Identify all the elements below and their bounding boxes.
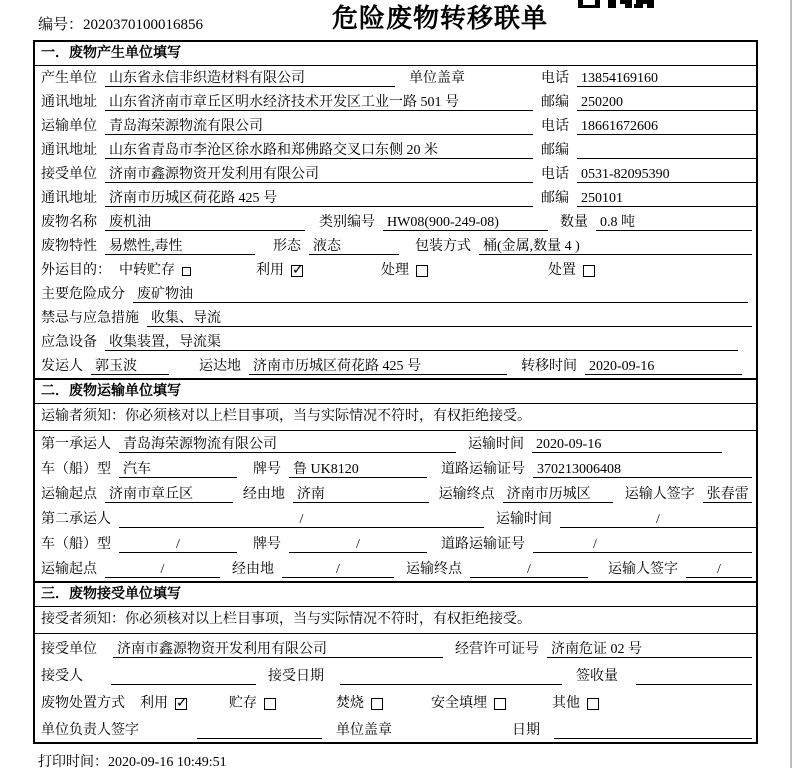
second-carrier-value: /: [119, 511, 484, 528]
transport-date-1-value: 2020-09-16: [532, 436, 722, 453]
transport-notice: 运输者须知：你必须核对以上栏目事项，当与实际情况不符时，有权拒绝接受。: [35, 404, 756, 431]
plate-number-2-value: /: [289, 536, 427, 553]
field-label: 处置: [548, 263, 576, 278]
receiver-address-value: 济南市历城区荷花路 425 号: [105, 190, 533, 207]
section-receiver: [35, 581, 756, 742]
row-emergency-measures: [35, 306, 756, 330]
row-receiver-person: [35, 661, 756, 688]
field-label: 经营许可证号: [455, 642, 539, 657]
route-end-1-value: 济南市历城区: [503, 486, 613, 503]
emergency-equipment-value: 收集装置，导流渠: [105, 334, 738, 351]
field-label: 主要危险成分: [41, 287, 125, 302]
waste-property-value: 易燃性,毒性: [105, 238, 255, 255]
license-number-value: 济南危证 02 号: [547, 641, 752, 658]
row-receive-unit: [35, 634, 756, 661]
row-transfer-purpose: [35, 258, 756, 282]
row-vehicle-2: [35, 531, 756, 556]
consignor-value: 郭玉波: [91, 358, 169, 375]
field-label: 产生单位: [41, 71, 97, 86]
field-label: 贮存: [229, 696, 257, 711]
checkbox-landfill: [494, 698, 506, 710]
field-label: 道路运输证号: [441, 462, 525, 477]
field-label: 转移时间: [521, 359, 577, 374]
field-label: 禁忌与应急措施: [41, 311, 139, 326]
unit-seal-label: 单位盖章: [336, 723, 392, 738]
field-label: 形态: [273, 239, 301, 254]
field-label: 安全填埋: [431, 696, 487, 711]
producer-address-value: 山东省济南市章丘区明水经济技术开发区工业一路 501 号: [105, 94, 533, 111]
producer-postcode-value: 250200: [577, 94, 756, 111]
field-label: 邮编: [541, 191, 569, 206]
field-label: 通讯地址: [41, 95, 97, 110]
checkbox-utilize: ✓: [292, 263, 304, 278]
field-label: 运输人签字: [624, 487, 695, 502]
field-label: 利用: [256, 263, 284, 278]
field-label: 运输起点: [41, 487, 97, 502]
field-label: 道路运输证号: [441, 537, 525, 552]
transport-postcode-value: [577, 142, 756, 159]
checkbox-other: [587, 698, 599, 710]
receive-date-value: [340, 668, 562, 685]
field-label: 运输人签字: [608, 562, 678, 577]
print-time-value: 2020-09-16 10:49:51: [108, 755, 227, 770]
receiver-postcode-value: 250101: [577, 190, 756, 207]
row-consignor: [35, 354, 756, 378]
row-producer-address: [35, 90, 756, 114]
field-label: 第一承运人: [41, 437, 111, 452]
field-label: 运输起点: [41, 562, 97, 577]
checkbox-utilize-receiver: ✓: [176, 696, 188, 711]
route-via-1-value: 济南: [293, 486, 429, 503]
producer-unit-value: 山东省永信非织造材料有限公司: [105, 70, 395, 87]
receiver-unit-value: 济南市鑫源物资开发利用有限公司: [105, 166, 533, 183]
row-disposal-method: [35, 688, 756, 715]
carrier-signature-1-value: 张春雷: [703, 486, 752, 503]
destination-value: 济南市历城区荷花路 425 号: [249, 358, 507, 375]
field-label: 通讯地址: [41, 143, 97, 158]
field-label: 接受日期: [268, 669, 324, 684]
section-producer-header: 一．废物产生单位填写: [35, 42, 756, 66]
field-label: 电话: [541, 71, 569, 86]
field-label: 第二承运人: [41, 512, 111, 527]
plate-number-1-value: 鲁 UK8120: [289, 461, 427, 478]
field-label: 通讯地址: [41, 191, 97, 206]
field-label: 经由地: [232, 562, 274, 577]
vehicle-type-2-value: /: [119, 536, 237, 553]
field-label: 运输终点: [438, 487, 495, 502]
section-receiver-header: 三．废物接受单位填写: [35, 581, 756, 607]
qr-code-icon: [578, 0, 656, 8]
field-label: 邮编: [541, 143, 569, 158]
checkbox-transit-storage: [182, 267, 191, 276]
field-label: 接受单位: [41, 167, 97, 182]
transport-date-2-value: /: [560, 511, 756, 528]
row-route-1: [35, 481, 756, 506]
vehicle-type-1-value: 汽车: [119, 461, 237, 478]
row-producer-unit: [35, 66, 756, 90]
checkbox-store: [264, 698, 276, 710]
route-via-2-value: /: [282, 561, 394, 578]
section-transport-header: 二．废物运输单位填写: [35, 378, 756, 404]
field-label: 牌号: [253, 462, 281, 477]
field-label: 运输单位: [41, 119, 97, 134]
row-waste-property: [35, 234, 756, 258]
checkbox-treat: [416, 265, 428, 277]
field-label: 中转贮存: [119, 263, 175, 278]
field-label: 牌号: [253, 537, 281, 552]
field-label: 废物处置方式: [41, 696, 125, 711]
field-label: 类别编号: [319, 215, 375, 230]
field-label: 电话: [541, 167, 569, 182]
row-responsible-signature: [35, 715, 756, 742]
receive-unit-value: 济南市鑫源物资开发利用有限公司: [113, 641, 443, 658]
manifest-form: [33, 40, 758, 744]
field-label: 经由地: [242, 487, 285, 502]
row-second-carrier: [35, 506, 756, 531]
transport-address-value: 山东省青岛市李沧区徐水路和郑佛路交叉口东侧 20 米: [105, 142, 533, 159]
field-label: 车（船）型: [41, 537, 111, 552]
field-label: 接受人: [41, 669, 83, 684]
row-receiver-address: [35, 186, 756, 210]
hazard-component-value: 废矿物油: [133, 286, 748, 303]
route-origin-1-value: 济南市章丘区: [105, 486, 233, 503]
document-title: 危险废物转移联单: [331, 4, 548, 33]
field-label: 运达地: [199, 359, 241, 374]
first-carrier-value: 青岛海荣源物流有限公司: [119, 436, 456, 453]
row-first-carrier: [35, 431, 756, 456]
transport-phone-value: 18661672606: [577, 118, 756, 135]
row-hazard-component: [35, 282, 756, 306]
field-label: 外运目的：: [41, 263, 111, 278]
field-label: 日期: [512, 723, 540, 738]
field-label: 车（船）型: [41, 462, 111, 477]
print-time: [38, 751, 796, 771]
transfer-date-value: 2020-09-16: [585, 358, 742, 375]
checkbox-dispose: [583, 265, 595, 277]
print-time-label: 打印时间：: [38, 755, 108, 770]
route-origin-2-value: /: [105, 561, 220, 578]
field-label: 发运人: [41, 359, 83, 374]
field-label: 包装方式: [415, 239, 471, 254]
road-permit-2-value: /: [533, 536, 752, 553]
waste-quantity-value: 0.8 吨: [596, 214, 752, 231]
receiver-phone-value: 0531-82095390: [577, 166, 756, 183]
row-receiver-unit: [35, 162, 756, 186]
carrier-signature-2-value: /: [686, 561, 752, 578]
transport-unit-value: 青岛海荣源物流有限公司: [105, 118, 533, 135]
field-label: 接受单位: [41, 642, 97, 657]
producer-phone-value: 13854169160: [577, 70, 756, 87]
serial-label: 编号：: [38, 17, 84, 33]
field-label: 单位负责人签字: [41, 723, 139, 738]
field-label: 废物特性: [41, 239, 97, 254]
field-label: 运输终点: [406, 562, 462, 577]
responsible-signature-value: [197, 722, 322, 739]
field-label: 其他: [552, 696, 580, 711]
field-label: 邮编: [541, 95, 569, 110]
waste-form-value: 液态: [309, 238, 399, 255]
row-emergency-equipment: [35, 330, 756, 354]
row-route-2: [35, 556, 756, 581]
unit-seal-label: 单位盖章: [409, 71, 465, 86]
field-label: 数量: [560, 215, 588, 230]
field-label: 处理: [381, 263, 409, 278]
field-label: 电话: [541, 119, 569, 134]
document-header: [0, 0, 796, 40]
row-transport-unit: [35, 114, 756, 138]
receiver-notice: 接受者须知：你必须核对以上栏目事项，当与实际情况不符时，有权拒绝接受。: [35, 607, 756, 634]
checkbox-incinerate: [371, 698, 383, 710]
receive-sign-date-value: [554, 722, 752, 739]
field-label: 利用: [140, 696, 168, 711]
field-label: 签收量: [576, 669, 618, 684]
road-permit-1-value: 370213006408: [533, 461, 752, 478]
packaging-value: 桶(金属,数量 4 ): [479, 238, 752, 255]
route-end-2-value: /: [470, 561, 588, 578]
row-waste-name: [35, 210, 756, 234]
waste-name-value: 废机油: [105, 214, 305, 231]
received-quantity-value: [636, 668, 752, 685]
field-label: 运输时间: [496, 512, 552, 527]
section-transport: [35, 378, 756, 581]
field-label: 焚烧: [336, 696, 364, 711]
row-transport-address: [35, 138, 756, 162]
emergency-measures-value: 收集、导流: [147, 310, 752, 327]
receiver-person-value: [111, 668, 256, 685]
row-vehicle-1: [35, 456, 756, 481]
field-label: 运输时间: [468, 437, 524, 452]
field-label: 应急设备: [41, 335, 97, 350]
serial-value: 2020370100016856: [83, 17, 204, 33]
waste-category-code-value: HW08(900-249-08): [383, 214, 548, 231]
section-producer: [35, 42, 756, 378]
page-edge-line: [790, 0, 792, 768]
field-label: 废物名称: [41, 215, 97, 230]
